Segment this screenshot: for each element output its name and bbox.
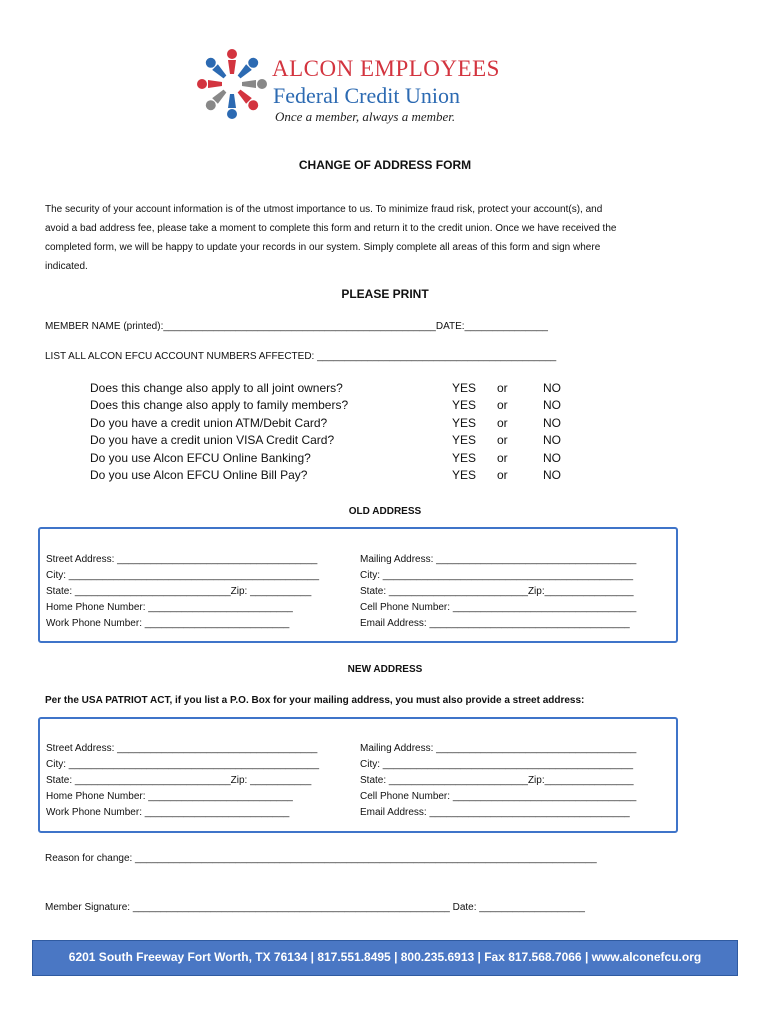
old-home-phone-field[interactable]: Home Phone Number: __________________________ bbox=[46, 602, 293, 613]
old-state-zip-field[interactable]: State: ____________________________Zip: ___________ bbox=[46, 586, 312, 597]
patriot-act-note: Per the USA PATRIOT ACT, if you list a P.O. Box for your mailing address, you must also provide a street address: bbox=[45, 695, 585, 706]
yes-option[interactable]: YES bbox=[452, 450, 477, 465]
yes-option[interactable]: YES bbox=[452, 398, 477, 413]
logo-tagline: Once a member, always a member. bbox=[275, 109, 456, 124]
yes-option[interactable]: YES bbox=[452, 415, 477, 430]
credit-union-logo bbox=[192, 44, 522, 126]
intro-paragraph bbox=[45, 200, 725, 276]
or-text: or bbox=[497, 467, 508, 482]
old-address-box bbox=[38, 527, 678, 643]
old-mailing-state-zip-field[interactable]: State: _________________________Zip:________________ bbox=[360, 586, 634, 597]
old-cell-phone-field[interactable]: Cell Phone Number: _________________________________ bbox=[360, 602, 637, 613]
yes-option[interactable]: YES bbox=[452, 467, 477, 482]
question-text: Does this change also apply to family members? bbox=[90, 398, 349, 413]
logo-line-2: Federal Credit Union bbox=[273, 83, 460, 108]
question-text: Do you have a credit union ATM/Debit Card? bbox=[90, 415, 328, 430]
question-text: Do you have a credit union VISA Credit Card? bbox=[90, 433, 335, 448]
no-option[interactable]: NO bbox=[543, 381, 561, 395]
question-text: Do you use Alcon EFCU Online Banking? bbox=[90, 450, 311, 465]
no-option[interactable]: NO bbox=[543, 433, 561, 448]
question-list bbox=[90, 380, 590, 484]
intro-line: completed form, we will be happy to update your records in our system. Simply complete all areas of this form and sign where bbox=[45, 242, 601, 253]
account-numbers-field[interactable]: LIST ALL ALCON EFCU ACCOUNT NUMBERS AFFECTED: ___________________________________________ bbox=[45, 351, 557, 362]
question-row bbox=[90, 380, 590, 397]
old-street-field[interactable]: Street Address: ____________________________________ bbox=[46, 554, 318, 565]
old-email-field[interactable]: Email Address: ____________________________________ bbox=[360, 618, 630, 629]
new-city-field[interactable]: City: _____________________________________________ bbox=[46, 759, 320, 770]
yes-option[interactable]: YES bbox=[452, 433, 477, 448]
or-text: or bbox=[497, 450, 508, 465]
new-street-field[interactable]: Street Address: ____________________________________ bbox=[46, 743, 318, 754]
question-row bbox=[90, 397, 590, 414]
or-text: or bbox=[497, 381, 508, 395]
yes-option[interactable]: YES bbox=[452, 381, 477, 395]
new-home-phone-field[interactable]: Home Phone Number: __________________________ bbox=[46, 791, 293, 802]
new-mailing-state-zip-field[interactable]: State: _________________________Zip:________________ bbox=[360, 775, 634, 786]
question-row bbox=[90, 432, 590, 449]
old-work-phone-field[interactable]: Work Phone Number: __________________________ bbox=[46, 618, 290, 629]
signature-field[interactable]: Member Signature: _________________________________________________________ Date: ___________________ bbox=[45, 902, 585, 913]
member-name-field[interactable]: MEMBER NAME (printed):_________________________________________________DATE:_______________ bbox=[45, 321, 548, 332]
new-mailing-city-field[interactable]: City: _____________________________________________ bbox=[360, 759, 634, 770]
form-title: CHANGE OF ADDRESS FORM bbox=[298, 158, 472, 172]
intro-line: indicated. bbox=[45, 261, 88, 272]
question-row bbox=[90, 450, 590, 467]
old-address-heading: OLD ADDRESS bbox=[348, 506, 422, 517]
please-print-heading: PLEASE PRINT bbox=[341, 287, 429, 301]
no-option[interactable]: NO bbox=[543, 398, 561, 413]
question-row bbox=[90, 467, 590, 484]
reason-field[interactable]: Reason for change: ___________________________________________________________________________________ bbox=[45, 853, 597, 864]
question-text: Do you use Alcon EFCU Online Bill Pay? bbox=[90, 467, 308, 482]
or-text: or bbox=[497, 433, 508, 448]
logo-line-1: ALCON EMPLOYEES bbox=[272, 56, 500, 81]
or-text: or bbox=[497, 415, 508, 430]
new-address-heading: NEW ADDRESS bbox=[347, 664, 423, 675]
new-address-box bbox=[38, 717, 678, 833]
new-work-phone-field[interactable]: Work Phone Number: __________________________ bbox=[46, 807, 290, 818]
no-option[interactable]: NO bbox=[543, 467, 561, 482]
old-mailing-field[interactable]: Mailing Address: ____________________________________ bbox=[360, 554, 637, 565]
no-option[interactable]: NO bbox=[543, 450, 561, 465]
intro-line: avoid a bad address fee, please take a moment to complete this form and return it to the credit union. Once we have received the bbox=[45, 223, 617, 234]
new-mailing-field[interactable]: Mailing Address: ____________________________________ bbox=[360, 743, 637, 754]
intro-line: The security of your account information is of the utmost importance to us. To minimize fraud risk, protect your account(s), and bbox=[45, 204, 603, 215]
new-email-field[interactable]: Email Address: ____________________________________ bbox=[360, 807, 630, 818]
old-city-field[interactable]: City: _____________________________________________ bbox=[46, 570, 320, 581]
logo-people-icon bbox=[192, 44, 270, 124]
question-row bbox=[90, 415, 590, 432]
old-mailing-city-field[interactable]: City: _____________________________________________ bbox=[360, 570, 634, 581]
new-state-zip-field[interactable]: State: ____________________________Zip: ___________ bbox=[46, 775, 312, 786]
footer-contact-bar: 6201 South Freeway Fort Worth, TX 76134 | 817.551.8495 | 800.235.6913 | Fax 817.568.7066 | www.alconefcu.org bbox=[32, 940, 738, 976]
no-option[interactable]: NO bbox=[543, 415, 561, 430]
or-text: or bbox=[497, 398, 508, 413]
new-cell-phone-field[interactable]: Cell Phone Number: _________________________________ bbox=[360, 791, 637, 802]
question-text: Does this change also apply to all joint owners? bbox=[90, 381, 343, 395]
